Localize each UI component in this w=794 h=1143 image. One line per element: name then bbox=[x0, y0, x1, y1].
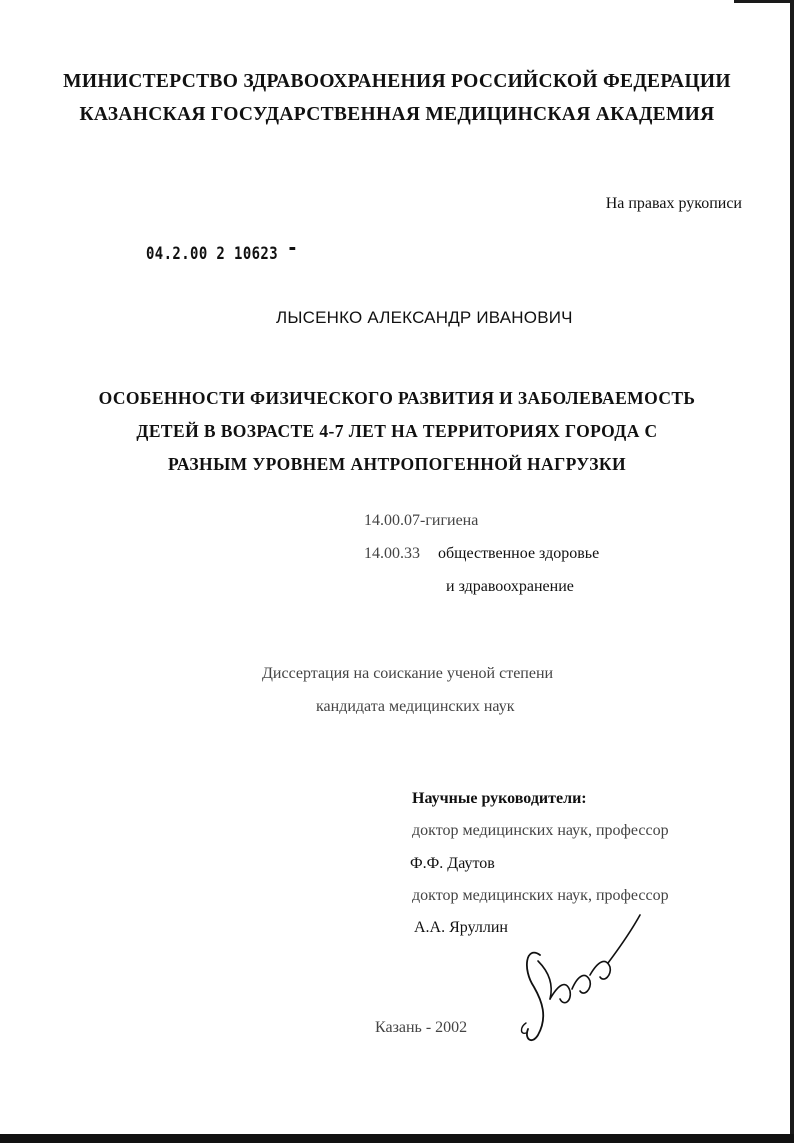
supervisor-2-degree: доктор медицинских наук, профессор bbox=[412, 887, 669, 904]
scan-edge-bottom bbox=[0, 1134, 794, 1143]
place-year: Казань - 2002 bbox=[375, 1019, 468, 1036]
dissertation-line-1: Диссертация на соискание ученой степени bbox=[262, 665, 554, 682]
specialty-2-continuation: и здравоохранение bbox=[446, 578, 574, 595]
supervisors-heading: Научные руководители: bbox=[412, 790, 587, 807]
title-line-3: РАЗНЫМ УРОВНЕМ АНТРОПОГЕННОЙ НАГРУЗКИ bbox=[167, 454, 627, 474]
dissertation-line-2: кандидата медицинских наук bbox=[316, 698, 515, 715]
specialty-1-code: 14.00.07 bbox=[364, 512, 420, 529]
title-line-1: ОСОБЕННОСТИ ФИЗИЧЕСКОГО РАЗВИТИЯ И ЗАБОЛЕВАЕМОСТЬ bbox=[98, 388, 696, 408]
stamp-mark-icon bbox=[289, 244, 297, 254]
specialty-1 bbox=[364, 512, 478, 530]
title-line-2: ДЕТЕЙ В ВОЗРАСТЕ 4-7 ЛЕТ НА ТЕРРИТОРИЯХ ГОРОДА С bbox=[136, 421, 658, 441]
scan-edge-right bbox=[790, 0, 794, 1143]
specialty-2-name: общественное здоровье bbox=[438, 545, 600, 562]
registration-number: 04.2.00 2 10623 bbox=[146, 244, 279, 264]
specialty-2 bbox=[364, 545, 599, 563]
registration-stamp bbox=[146, 244, 297, 264]
specialty-2-code: 14.00.33 bbox=[364, 545, 420, 562]
supervisor-1-degree: доктор медицинских наук, профессор bbox=[412, 822, 669, 839]
academy-heading: КАЗАНСКАЯ ГОСУДАРСТВЕННАЯ МЕДИЦИНСКАЯ АКАДЕМИЯ bbox=[79, 104, 715, 125]
supervisor-1-name: Ф.Ф. Даутов bbox=[410, 855, 495, 872]
handwritten-signature bbox=[512, 905, 652, 1055]
specialty-1-name: -гигиена bbox=[420, 512, 479, 529]
ministry-heading: МИНИСТЕРСТВО ЗДРАВООХРАНЕНИЯ РОССИЙСКОЙ ФЕДЕРАЦИИ bbox=[63, 71, 731, 92]
supervisor-2-name: А.А. Яруллин bbox=[414, 919, 508, 936]
scan-edge-top bbox=[734, 0, 794, 3]
manuscript-note: На правах рукописи bbox=[605, 195, 742, 212]
author-name: ЛЫСЕНКО АЛЕКСАНДР ИВАНОВИЧ bbox=[276, 308, 573, 327]
